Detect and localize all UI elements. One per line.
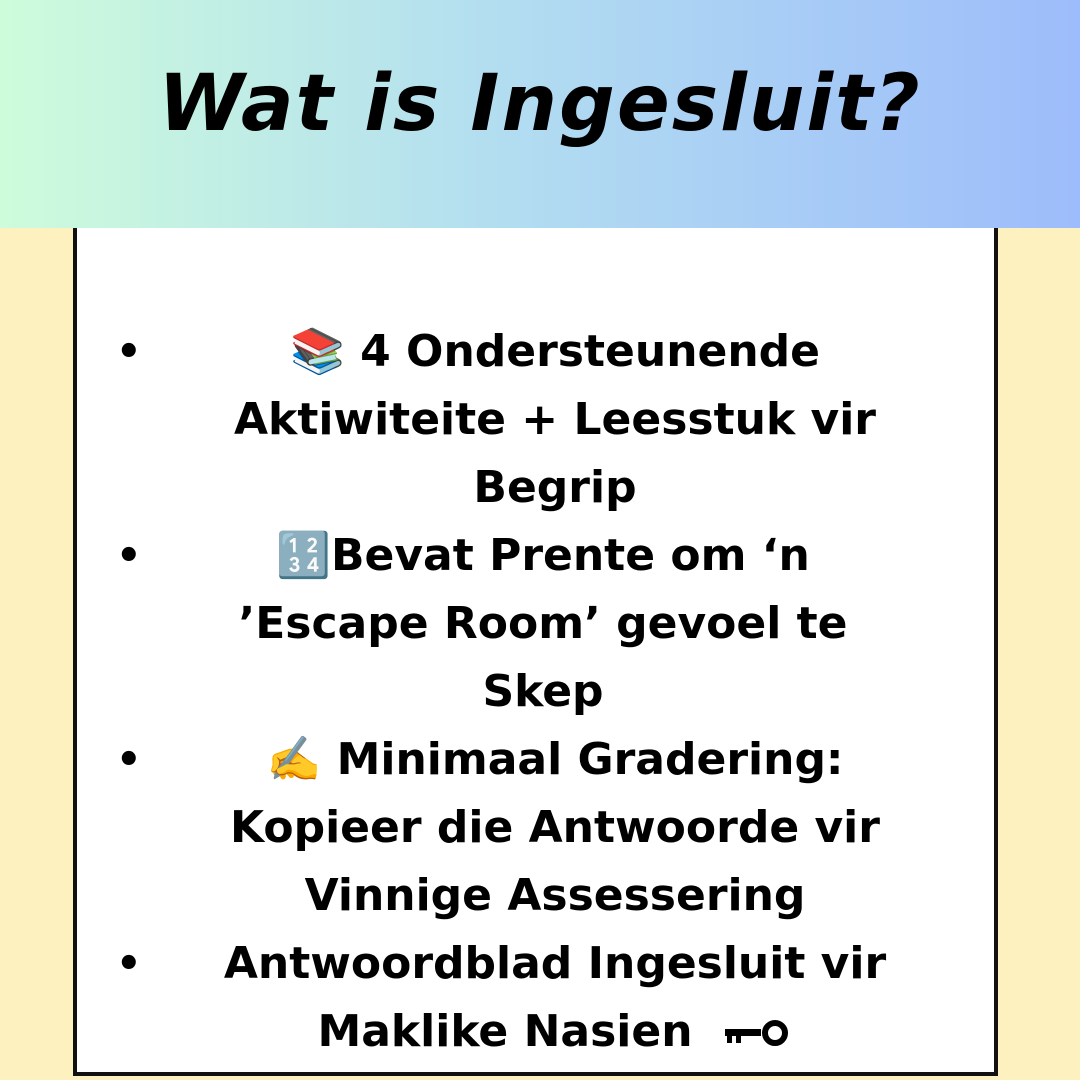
list-item bbox=[0, 318, 1080, 522]
list-item-label: Minimaal Gradering: Kopieer die Antwoorde vir Vinnige Assessering bbox=[230, 734, 880, 921]
books-icon: 📚 bbox=[289, 326, 345, 377]
list-item-label: Antwoordblad Ingesluit vir Maklike Nasien bbox=[223, 938, 887, 1057]
list-item-text bbox=[175, 318, 905, 522]
list-item-text bbox=[163, 522, 893, 726]
list-item-label: Bevat Prente om ‘n ’Escape Room’ gevoel te Skep bbox=[238, 530, 848, 717]
page-title: Wat is Ingesluit? bbox=[158, 59, 922, 149]
key-icon bbox=[723, 1019, 793, 1049]
list-item-text bbox=[175, 930, 905, 1066]
bullet: • bbox=[116, 737, 142, 783]
numbers-icon: 🔢 bbox=[276, 530, 331, 581]
writing-hand-icon: ✍️ bbox=[266, 734, 322, 785]
list-item-text bbox=[175, 726, 905, 930]
list-item bbox=[0, 522, 1080, 726]
list-item bbox=[0, 930, 1080, 1066]
feature-list bbox=[0, 318, 1080, 1066]
bullet: • bbox=[116, 533, 142, 579]
list-item bbox=[0, 726, 1080, 930]
bullet: • bbox=[116, 941, 142, 987]
list-item-label: 4 Ondersteunende Aktiwiteite + Leesstuk vir Begrip bbox=[234, 326, 876, 513]
bullet: • bbox=[116, 329, 142, 375]
